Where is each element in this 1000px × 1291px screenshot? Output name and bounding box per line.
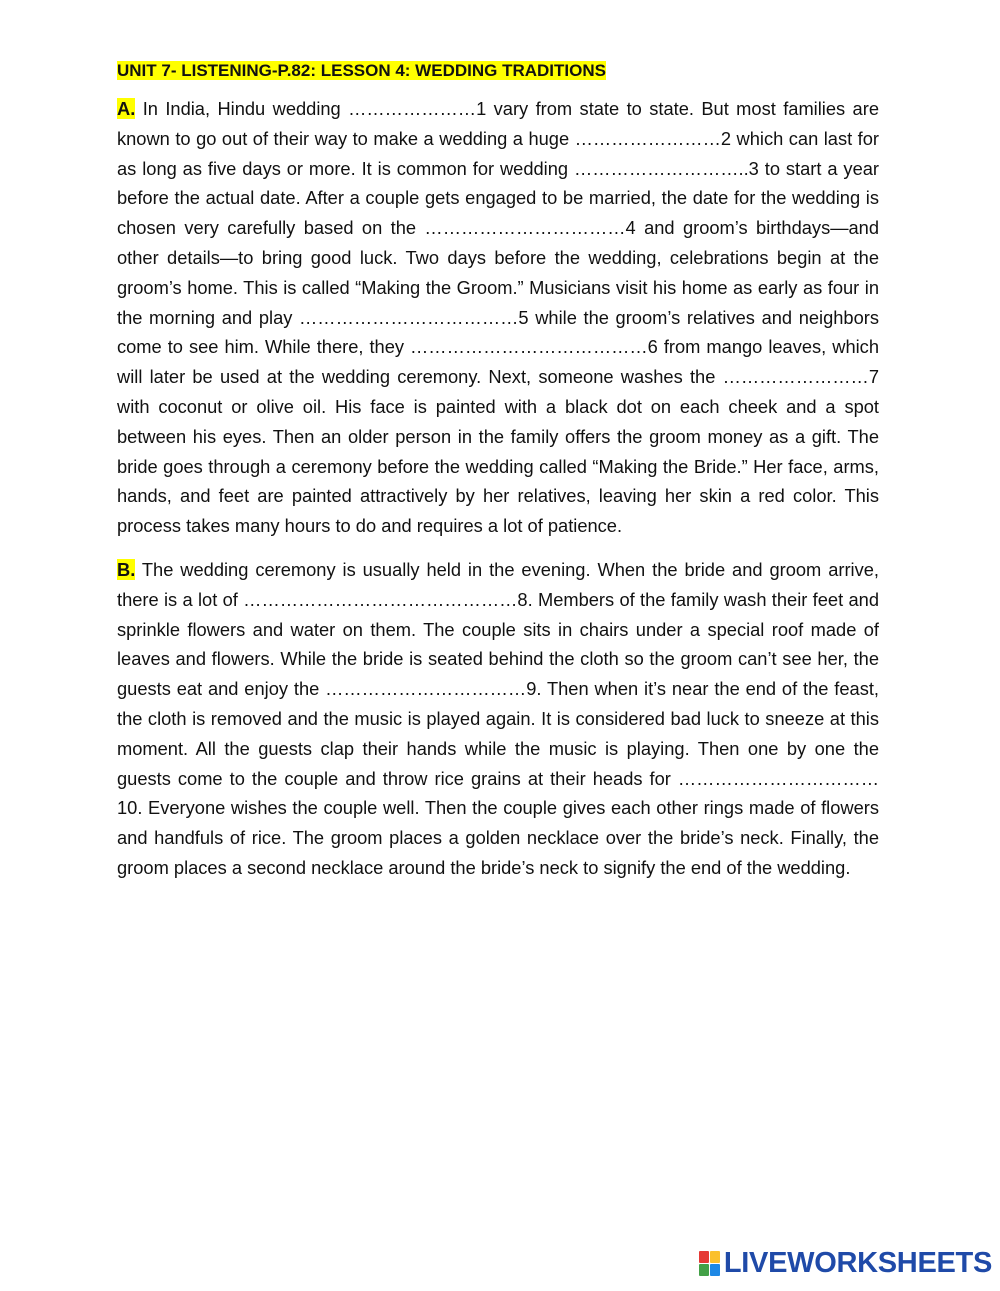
logo-blocks-icon (699, 1251, 721, 1277)
paragraph-a-label: A. (117, 98, 136, 119)
paragraph-b (117, 555, 879, 883)
logo-text: LIVEWORKSHEETS (723, 1247, 992, 1279)
paragraph-a-text: In India, Hindu wedding …………………1 vary from state to state. But most families are known to go out of their way to make a wedding a huge ……………………2 which can last for as long as five days or more. It is common for wedding ………………………..3 to start a year before the actual date. After a couple gets engaged to be married, the date for the wedding is chosen very carefully based on the ……………………………4 and groom’s birthdays—and other details—to bring good luck. Two days before the wedding, celebrations begin at the groom’s home. This is called “Making the Groom.” Musicians visit his home as early as four in the morning and play ………………………………5 while the groom’s relatives and neighbors come to see him. While there, they …………………………………6 from mango leaves, which will later be used at the wedding ceremony. Next, someone washes the ……………………7 with coconut or olive oil. His face is painted with a black dot on each cheek and a spot between his eyes. Then an older person in the family offers the groom money as a gift. The bride goes through a ceremony before the wedding called “Making the Bride.” Her face, arms, hands, and feet are painted attractively by her relatives, leaving her skin a red color. This process takes many hours to do and requires a lot of patience. (117, 98, 879, 537)
title-highlight: UNIT 7- LISTENING-P.82: LESSON 4: WEDDING TRADITIONS (117, 61, 606, 80)
paragraph-a (117, 94, 879, 541)
liveworksheets-logo[interactable] (699, 1249, 992, 1278)
page-title (117, 58, 879, 84)
worksheet-page (117, 58, 879, 897)
paragraph-b-text: The wedding ceremony is usually held in the evening. When the bride and groom arrive, there is a lot of ………………………………………8. Members of the family wash their feet and sprinkle flowers and water on them. The couple sits in chairs under a special roof made of leaves and flowers. While the bride is seated behind the cloth so the groom can’t see her, the guests eat and enjoy the ……………………………9. Then when it’s near the end of the feast, the cloth is removed and the music is played again. It is considered bad luck to sneeze at this moment. All the guests clap their hands while the music is playing. Then one by one the guests come to the couple and throw rice grains at their heads for ……………………………10. Everyone wishes the couple well. Then the couple gives each other rings made of flowers and handfuls of rice. The groom places a golden necklace over the bride’s neck. Finally, the groom places a second necklace around the bride’s neck to signify the end of the wedding. (117, 558, 879, 878)
paragraph-b-label: B. (117, 558, 136, 580)
